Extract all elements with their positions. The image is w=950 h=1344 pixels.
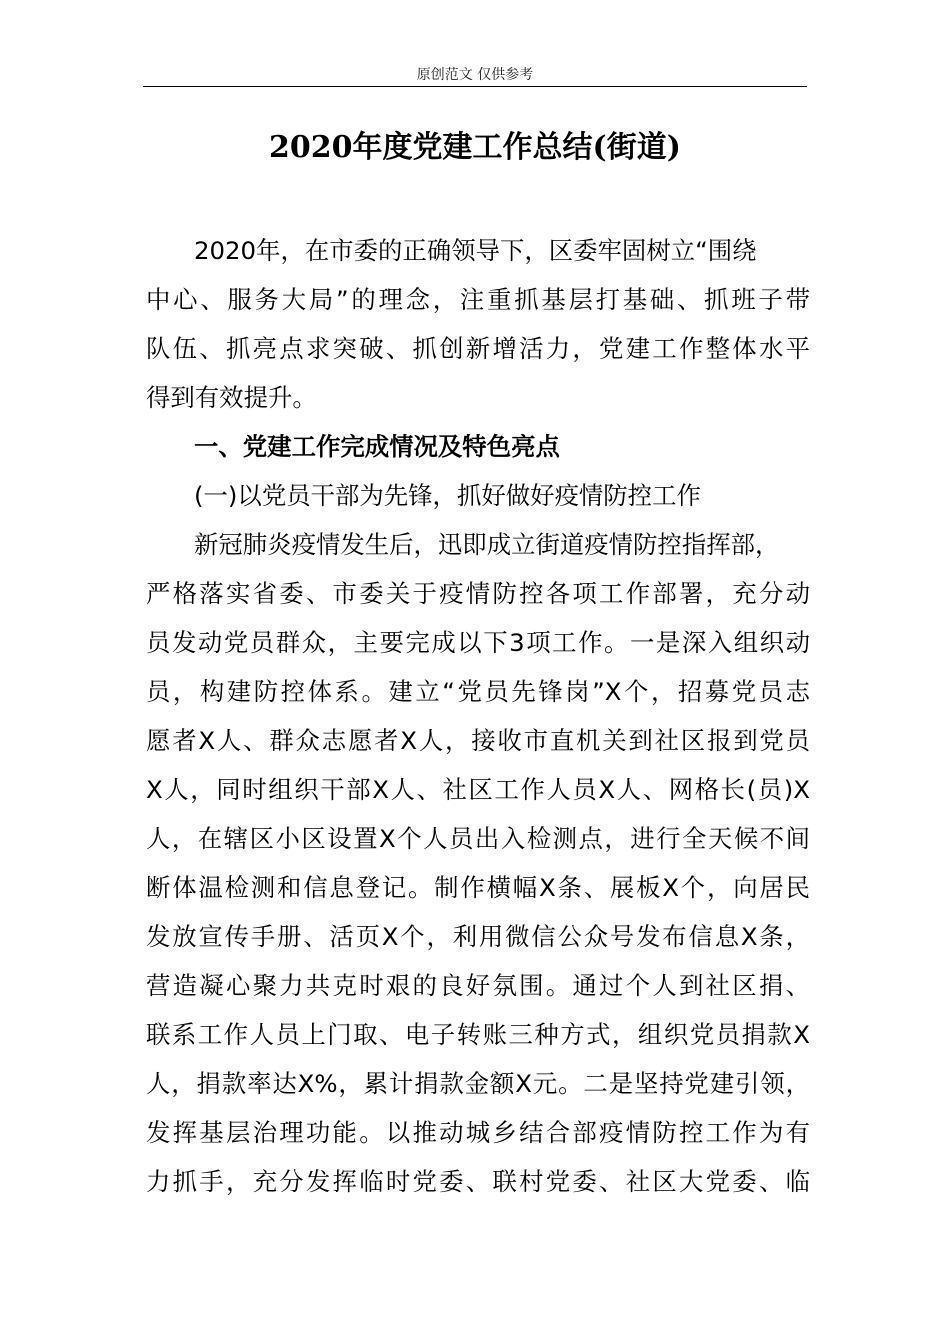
- document-title: 2020年度党建工作总结(街道): [269, 130, 681, 165]
- body-line: 力抓手，充分发挥临时党委、联村党委、社区大党委、临: [146, 1167, 810, 1196]
- body-line: X人，同时组织干部X人、社区工作人员X人、网格长(员)X: [146, 775, 810, 804]
- body-line: 发放宣传手册、活页X个，利用微信公众号发布信息X条，: [146, 922, 810, 951]
- body-line: 员发动党员群众，主要完成以下3项工作。一是深入组织动: [146, 628, 810, 657]
- body-line: 愿者X人、群众志愿者X人，接收市直机关到社区报到党员: [146, 726, 810, 755]
- body-line: 人，在辖区小区设置X个人员出入检测点，进行全天候不间: [146, 824, 810, 853]
- body-line: 2020年，在市委的正确领导下，区委牢固树立“围绕: [194, 236, 757, 265]
- body-line: 得到有效提升。: [146, 383, 317, 412]
- body-line: 新冠肺炎疫情发生后，迅即成立街道疫情防控指挥部，: [194, 530, 780, 559]
- section-heading: 一、党建工作完成情况及特色亮点: [194, 432, 560, 461]
- page-header: 原创范文 仅供参考: [416, 67, 534, 83]
- body-line: 人，捐款率达X%，累计捐款金额X元。二是坚持党建引领，: [146, 1069, 810, 1098]
- subsection-heading: (一)以党员干部为先锋，抓好做好疫情防控工作: [194, 481, 701, 510]
- body-line: 队伍、抓亮点求突破、抓创新增活力，党建工作整体水平: [146, 334, 810, 363]
- body-line: 断体温检测和信息登记。制作横幅X条、展板X个，向居民: [146, 873, 810, 902]
- body-line: 员，构建防控体系。建立“党员先锋岗”X个，招募党员志: [146, 677, 810, 706]
- document-body: [146, 226, 810, 1206]
- body-line: 营造凝心聚力共克时艰的良好氛围。通过个人到社区捐、: [146, 971, 810, 1000]
- body-line: 中心、服务大局”的理念，注重抓基层打基础、抓班子带: [146, 285, 810, 314]
- body-line: 严格落实省委、市委关于疫情防控各项工作部署，充分动: [146, 579, 810, 608]
- body-line: 联系工作人员上门取、电子转账三种方式，组织党员捐款X: [146, 1020, 810, 1049]
- body-line: 发挥基层治理功能。以推动城乡结合部疫情防控工作为有: [146, 1118, 810, 1147]
- header-divider: [143, 86, 807, 87]
